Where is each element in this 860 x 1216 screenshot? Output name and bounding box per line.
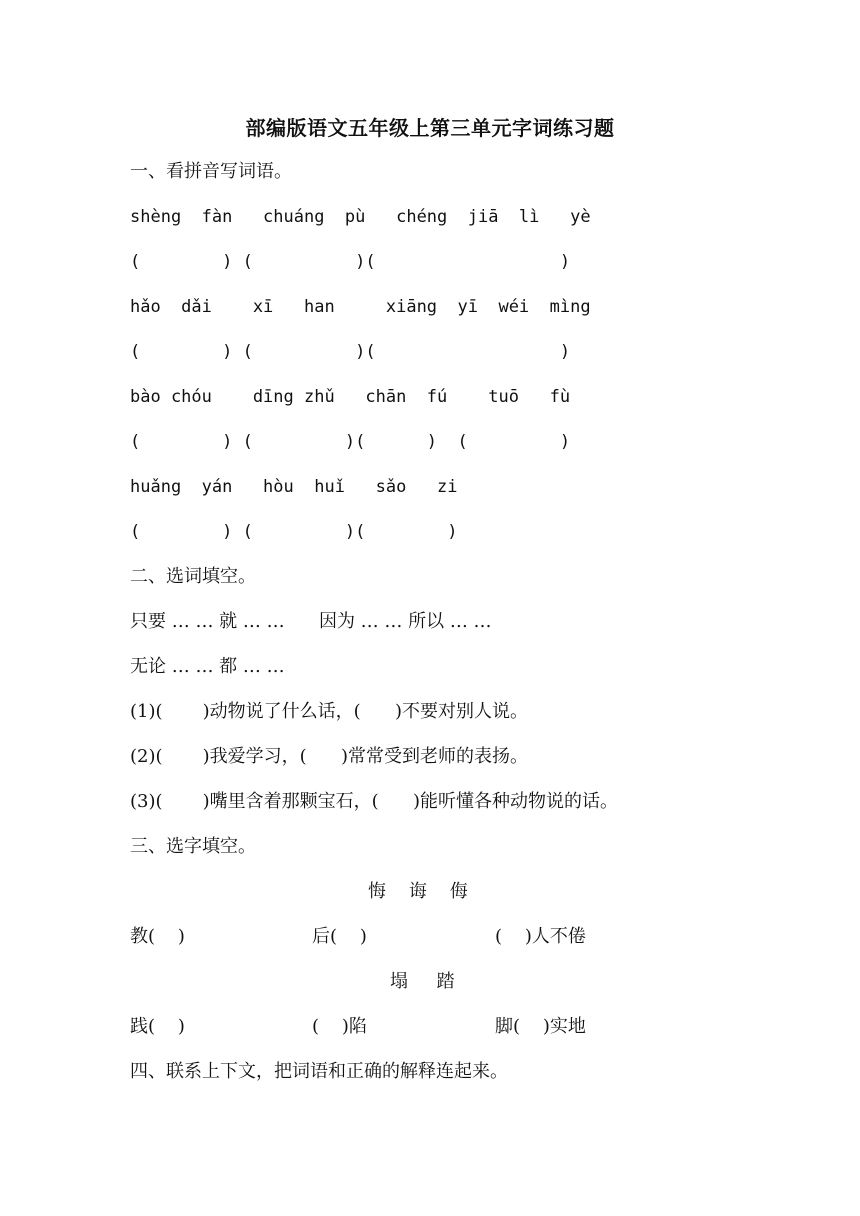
pinyin-row-4: huǎng yán hòu huǐ sǎo zi — [130, 477, 458, 497]
char-options-1: 悔 诲 侮 — [368, 881, 468, 902]
pinyin-row-2: hǎo dǎi xī han xiāng yī wéi mìng — [130, 297, 591, 317]
word-options-2: 无论 … … 都 … … — [130, 656, 285, 677]
section-heading-1: 一、看拼音写词语。 — [130, 161, 292, 182]
question-2: (2)( )我爱学习，( )常常受到老师的表扬。 — [130, 746, 528, 767]
fill-item-3: ( )人不倦 — [495, 926, 586, 947]
page-title: 部编版语文五年级上第三单元字词练习题 — [245, 116, 615, 140]
blank-row-1: ( ) ( )( ) — [130, 252, 571, 272]
word-options-1: 只要 … … 就 … … 因为 … … 所以 … … — [130, 611, 492, 632]
pinyin-row-3: bào chóu dīng zhǔ chān fú tuō fù — [130, 387, 571, 407]
section-heading-2: 二、选词填空。 — [130, 566, 256, 587]
fill-item-6: 脚( )实地 — [495, 1016, 586, 1037]
section-heading-4: 四、联系上下文，把词语和正确的解释连起来。 — [130, 1061, 508, 1082]
fill-item-5: ( )陷 — [312, 1016, 367, 1037]
blank-row-4: ( ) ( )( ) — [130, 522, 458, 542]
question-1: (1)( )动物说了什么话，( )不要对别人说。 — [130, 701, 528, 722]
fill-item-4: 践( ) — [130, 1016, 185, 1037]
blank-row-2: ( ) ( )( ) — [130, 342, 571, 362]
pinyin-row-1: shèng fàn chuáng pù chéng jiā lì yè — [130, 207, 591, 227]
fill-item-2: 后( ) — [312, 926, 367, 947]
fill-item-1: 教( ) — [130, 926, 185, 947]
blank-row-3: ( ) ( )( ) ( ) — [130, 432, 571, 452]
section-heading-3: 三、选字填空。 — [130, 836, 256, 857]
char-options-2: 塌 踏 — [390, 971, 455, 992]
question-3: (3)( )嘴里含着那颗宝石，( )能听懂各种动物说的话。 — [130, 791, 618, 812]
